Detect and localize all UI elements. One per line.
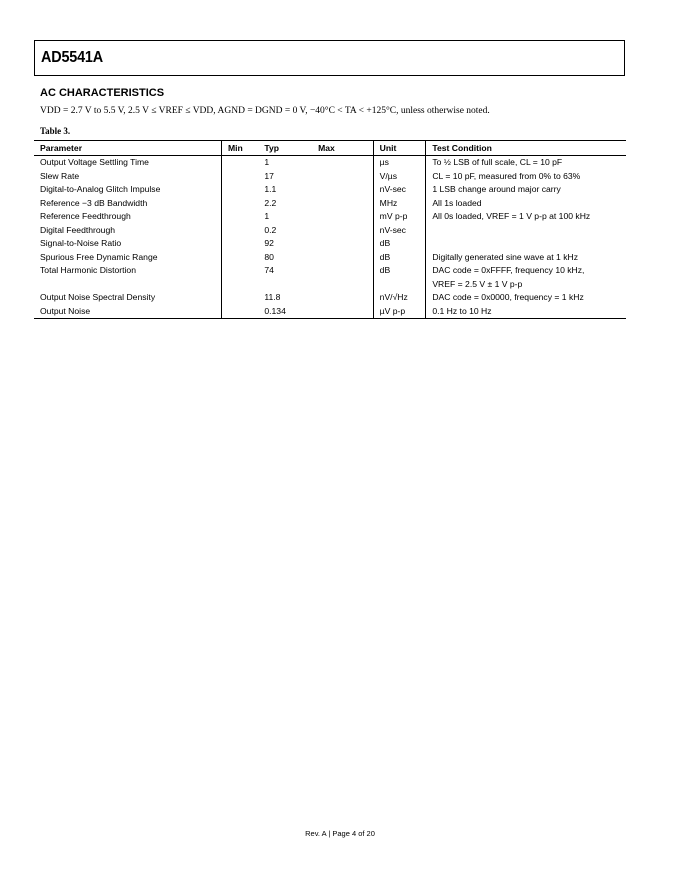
cell-parameter: Total Harmonic Distortion xyxy=(34,264,222,291)
cell-test-condition xyxy=(426,305,626,319)
table-row xyxy=(34,305,626,319)
cell-parameter: Output Voltage Settling Time xyxy=(34,156,222,170)
cell-parameter: Reference −3 dB Bandwidth xyxy=(34,197,222,211)
cell-min xyxy=(222,291,259,305)
cell-parameter: Output Noise xyxy=(34,305,222,319)
cell-test-condition xyxy=(426,170,626,184)
header-parameter: Parameter xyxy=(34,141,222,156)
operating-conditions xyxy=(40,106,490,116)
table-row xyxy=(34,264,626,291)
test-condition-line: DAC code = 0xFFFF, frequency 10 kHz, xyxy=(432,265,585,275)
header-typ: Typ xyxy=(258,141,312,156)
cell-parameter: Spurious Free Dynamic Range xyxy=(34,251,222,265)
cell-min xyxy=(222,183,259,197)
cell-unit: nV-sec xyxy=(373,183,426,197)
cell-typ: 2.2 xyxy=(264,197,277,208)
table-row xyxy=(34,251,626,265)
cell-max xyxy=(312,210,373,224)
header-box xyxy=(34,40,625,76)
cell-min xyxy=(222,264,259,291)
table-row xyxy=(34,170,626,184)
cell-parameter: Digital Feedthrough xyxy=(34,224,222,238)
cell-test-condition xyxy=(426,156,626,170)
cell-typ: 92 xyxy=(264,238,274,248)
cell-max xyxy=(312,264,373,291)
table-row xyxy=(34,210,626,224)
cell-unit: dB xyxy=(373,251,426,265)
cell-typ: 1.1 xyxy=(264,184,277,194)
test-condition-line: VREF = 2.5 V ± 1 V p-p xyxy=(432,278,523,289)
cell-max xyxy=(312,291,373,305)
cell-max xyxy=(312,197,373,211)
cell-max xyxy=(312,183,373,197)
table-row xyxy=(34,156,626,170)
cell-unit: dB xyxy=(373,264,426,291)
cell-min xyxy=(222,210,259,224)
cell-typ: 0.134 xyxy=(258,305,312,319)
cell-test-condition xyxy=(426,224,626,238)
cell-unit: mV p-p xyxy=(373,210,426,224)
test-condition-line: 1 LSB change around major carry xyxy=(432,184,561,194)
cell-test-condition xyxy=(426,197,626,211)
cell-unit: µV p-p xyxy=(373,305,426,319)
table-body xyxy=(34,156,626,319)
cell-test-condition xyxy=(426,210,626,224)
cell-typ: 1 xyxy=(264,211,270,221)
test-condition-line: To ½ LSB of full scale, CL = 10 pF xyxy=(432,157,563,167)
cell-typ: 74 xyxy=(264,265,274,275)
cell-unit: V/µs xyxy=(373,170,426,184)
cell-unit: nV/√Hz xyxy=(373,291,426,305)
table-header-row xyxy=(34,141,626,156)
page-footer: Rev. A | Page 4 of 20 xyxy=(305,829,375,838)
cell-test-condition xyxy=(426,291,626,305)
cell-unit: nV-sec xyxy=(373,224,426,238)
test-condition-line: All 1s loaded xyxy=(432,197,482,208)
header-min: Min xyxy=(222,141,259,156)
cell-parameter: Output Noise Spectral Density xyxy=(34,291,222,305)
cell-unit: dB xyxy=(373,237,426,251)
cell-max xyxy=(312,305,373,319)
cell-min xyxy=(222,197,259,211)
test-condition-line: Digitally generated sine wave at 1 kHz xyxy=(432,251,579,262)
test-condition-line: All 0s loaded, VREF = 1 V p-p at 100 kHz xyxy=(432,211,591,221)
cell-typ: 0.2 xyxy=(264,224,277,235)
cell-min xyxy=(222,237,259,251)
table-caption: Table 3. xyxy=(40,126,71,136)
table-row xyxy=(34,197,626,211)
cell-max xyxy=(312,224,373,238)
header-max: Max xyxy=(312,141,373,156)
header-unit: Unit xyxy=(373,141,426,156)
cell-test-condition xyxy=(426,183,626,197)
cell-unit: µs xyxy=(373,156,426,170)
cell-min xyxy=(222,224,259,238)
table-row xyxy=(34,224,626,238)
section-title: AC CHARACTERISTICS xyxy=(40,87,165,99)
cell-max xyxy=(312,170,373,184)
cell-parameter: Reference Feedthrough xyxy=(34,210,222,224)
cell-max xyxy=(312,237,373,251)
test-condition-line: CL = 10 pF, measured from 0% to 63% xyxy=(432,170,581,181)
cell-parameter: Digital-to-Analog Glitch Impulse xyxy=(34,183,222,197)
cell-test-condition xyxy=(426,251,626,265)
cell-max xyxy=(312,251,373,265)
table-row xyxy=(34,183,626,197)
cell-min xyxy=(222,156,259,170)
cell-typ: 1 xyxy=(264,157,270,167)
cell-unit: MHz xyxy=(373,197,426,211)
cell-parameter: Slew Rate xyxy=(34,170,222,184)
cell-min xyxy=(222,170,259,184)
cell-typ: 17 xyxy=(264,170,274,181)
test-condition-line: DAC code = 0x0000, frequency = 1 kHz xyxy=(432,292,584,302)
header-test-condition: Test Condition xyxy=(426,141,626,156)
test-condition-line: 0.1 Hz to 10 Hz xyxy=(432,305,492,316)
part-number: AD5541A xyxy=(41,49,103,66)
cell-test-condition xyxy=(426,264,626,291)
cell-test-condition xyxy=(426,237,626,251)
cell-typ: 80 xyxy=(264,251,274,262)
table-row xyxy=(34,237,626,251)
cell-parameter: Signal-to-Noise Ratio xyxy=(34,237,222,251)
ac-characteristics-table xyxy=(34,140,626,319)
cell-max xyxy=(312,156,373,170)
table-row xyxy=(34,291,626,305)
cell-min xyxy=(222,305,259,319)
cell-min xyxy=(222,251,259,265)
cell-typ: 11.8 xyxy=(264,292,281,302)
conditions-text: VDD = 2.7 V to 5.5 V, 2.5 V ≤ VREF ≤ VDD, AGND = DGND = 0 V, −40°C < TA < +125°C, unless otherwise noted. xyxy=(40,106,490,116)
